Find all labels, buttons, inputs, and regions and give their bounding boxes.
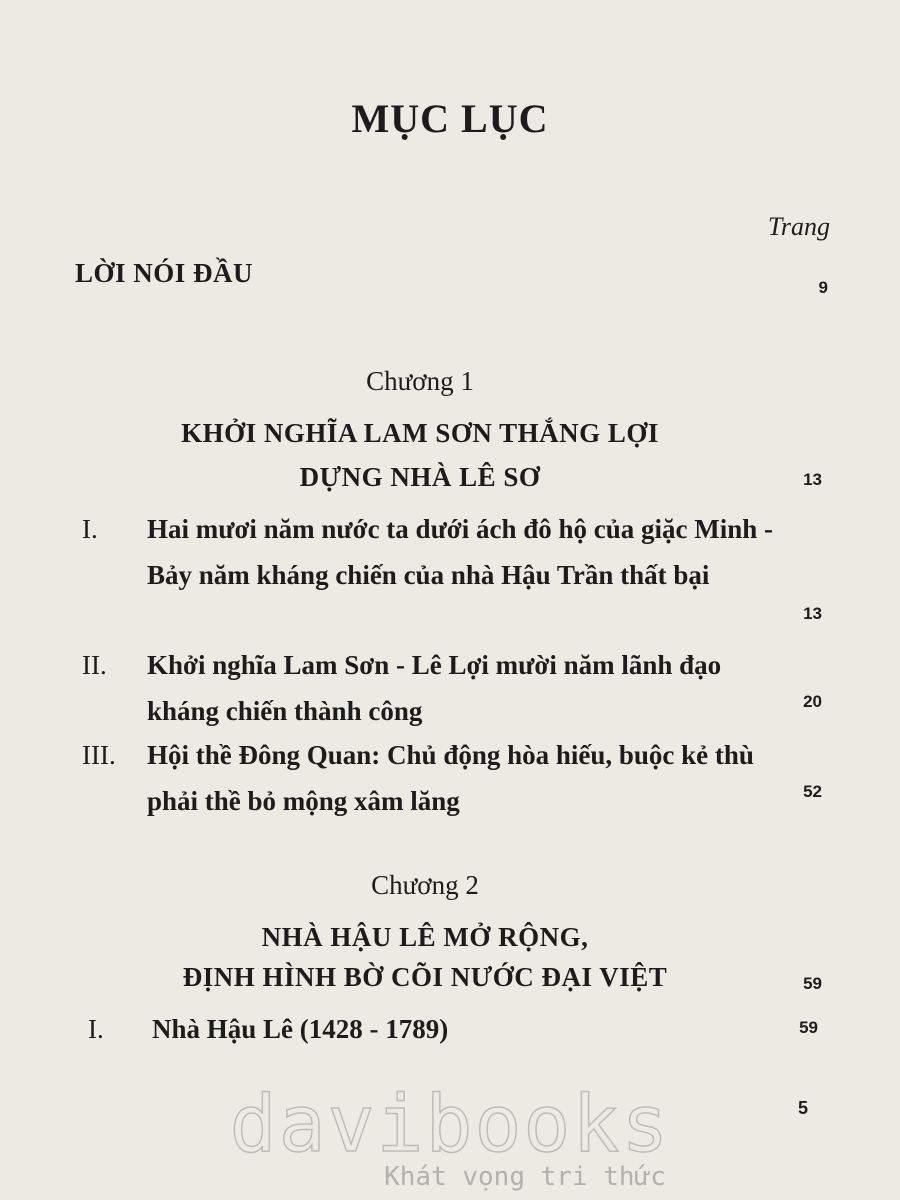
chapter-2-section-1-num: I. [88,1014,104,1044]
chapter-2-section-1-text: Nhà Hậu Lê (1428 - 1789) [152,1014,449,1044]
page-title: MỤC LỤC [351,96,549,141]
chapter-1-section-2-page: 20 [803,692,822,711]
chapter-2-page: 59 [803,974,822,993]
watermark-brand: davibooks [229,1080,671,1170]
chapter-2-caption-line2: ĐỊNH HÌNH BỜ CÕI NƯỚC ĐẠI VIỆT [182,962,668,992]
foreword-page: 9 [818,278,828,297]
chapter-1-label: Chương 1 [366,366,474,396]
watermark-tagline: Khát vọng tri thức [384,1162,666,1192]
chapter-2-caption-line1: NHÀ HẬU LÊ MỞ RỘNG, [261,922,589,952]
foreword-label: LỜI NÓI ĐẦU [75,258,254,288]
page-number: 5 [797,1098,808,1118]
page-column-header: Trang [767,212,830,241]
chapter-1-caption-line2: DỰNG NHÀ LÊ SƠ [299,462,541,492]
chapter-1-section-3-page: 52 [803,782,822,801]
chapter-1-caption-line1: KHỞI NGHĨA LAM SƠN THẮNG LỢI [181,418,659,448]
chapter-1-section-1-page: 13 [803,604,822,623]
chapter-1-section-1-text: Hai mươi năm nước ta dưới ách đô hộ của giặc Minh - Bảy năm kháng chiến của nhà Hậu Trần thất bại [147,514,773,590]
chapter-1-section-1-num: I. [82,514,98,544]
chapter-1-page: 13 [803,470,822,489]
chapter-2-section-1-page: 59 [799,1018,818,1037]
chapter-1-section-2-text: Khởi nghĩa Lam Sơn - Lê Lợi mười năm lãnh đạo kháng chiến thành công [147,650,722,726]
chapter-1-section-3-text: Hội thề Đông Quan: Chủ động hòa hiếu, buộc kẻ thù phải thề bỏ mộng xâm lăng [147,740,754,816]
chapter-1-section-3-num: III. [82,740,116,770]
chapter-1-section-2-num: II. [82,650,107,680]
chapter-2-label: Chương 2 [371,870,479,900]
